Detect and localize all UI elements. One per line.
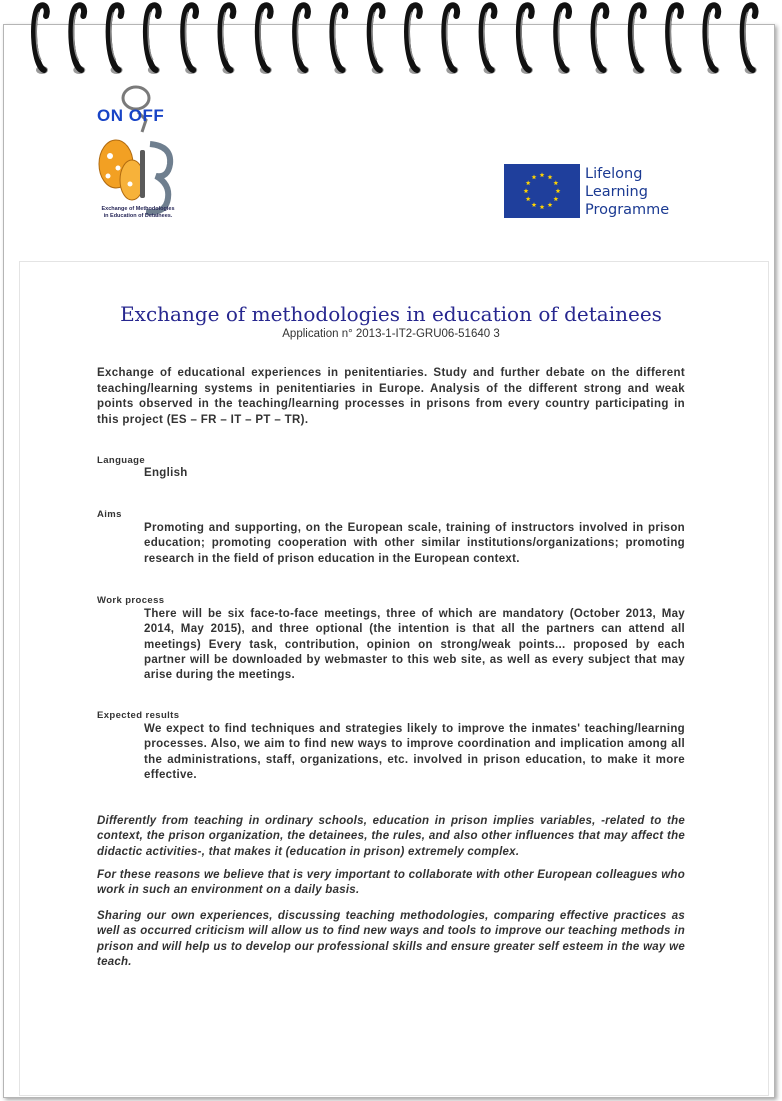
aims-label: Aims bbox=[97, 509, 122, 520]
binding-ring bbox=[146, 5, 160, 74]
binding-ring bbox=[594, 5, 608, 74]
page-title: Exchange of methodologies in education of detainees bbox=[120, 302, 662, 326]
binding-ring bbox=[519, 5, 533, 74]
language-label: Language bbox=[97, 455, 146, 466]
onoff-butterfly-logo bbox=[94, 84, 190, 224]
closing-paragraph-3: Sharing our own experiences, discussing teaching methodologies, comparing effective practices as well as occurred criticism will allow us to find new ways and tools to improve our teaching methods in prison and will help us to develop our professional skills and ensure greater self esteem in the way we teach. bbox=[97, 910, 685, 969]
closing-paragraph-1: Differently from teaching in ordinary schools, education in prison implies variables, -related to the context, the prison organization, the detainees, the rules, and also other influences that may affect the didactic activities-, that makes it (education in prison) extremely complex. bbox=[97, 815, 685, 858]
binding-ring bbox=[482, 5, 496, 74]
work-process-body: There will be six face-to-face meetings, three of which are mandatory (October 2013, May 2014, May 2015), and three optional (the intention is that all the partners can attend all meetings) Every task, contribution, opinion on strong/weak points... proposed by each partner will be downloaded by webmaster to this web site, as well as every subject that may arise during the meetings. bbox=[144, 608, 685, 682]
binding-ring bbox=[370, 5, 384, 74]
binding-ring bbox=[668, 5, 682, 74]
intro-paragraph: Exchange of educational experiences in penitentiaries. Study and further debate on the different teaching/learning systems in penitentiaries in Europe. Analysis of the different strong and weak points observed in the teaching/learning processes in prisons from every country participating in this project (ES – FR – IT – PT – TR). bbox=[97, 367, 685, 426]
aims-body: Promoting and supporting, on the European scale, training of instructors involved in prison education; promoting cooperation with other similar institutions/organizations; promoting research in the field of prison education in the European context. bbox=[144, 522, 685, 565]
spiral-binding bbox=[0, 0, 782, 80]
logo-caption: in Education of Detainees. bbox=[103, 213, 173, 219]
binding-ring bbox=[109, 5, 123, 74]
binding-ring bbox=[34, 5, 48, 74]
expected-results-body: We expect to find techniques and strategies likely to improve the inmates' teaching/learning processes. Also, we aim to find new ways to improve coordination and implication among all the administrations, staff, organizations, etc. involved in prison education, to make it more effective. bbox=[144, 723, 685, 781]
application-number: Application n° 2013-1-IT2-GRU06-51640 3 bbox=[282, 328, 500, 340]
work-process-label: Work process bbox=[97, 595, 165, 606]
binding-ring bbox=[444, 5, 458, 74]
binding-ring bbox=[631, 5, 645, 74]
binding-ring bbox=[295, 5, 309, 74]
llp-line: Learning bbox=[585, 184, 648, 200]
llp-line: Programme bbox=[585, 202, 670, 218]
binding-ring bbox=[556, 5, 570, 74]
binding-ring bbox=[258, 5, 272, 74]
binding-ring bbox=[332, 5, 346, 74]
binding-ring bbox=[183, 5, 197, 74]
binding-ring bbox=[71, 5, 85, 74]
expected-results-label: Expected results bbox=[97, 710, 180, 721]
language-value: English bbox=[144, 467, 188, 479]
closing-paragraph-2: For these reasons we believe that is very important to collaborate with other European colleagues who work in such an environment on a daily basis. bbox=[97, 869, 685, 897]
lifelong-learning-programme-text bbox=[585, 165, 669, 219]
llp-line: Lifelong bbox=[585, 166, 643, 182]
onoff-brand-text: ON OFF bbox=[97, 106, 165, 125]
binding-ring bbox=[705, 5, 719, 74]
binding-ring bbox=[407, 5, 421, 74]
binding-ring bbox=[743, 5, 757, 74]
logo-caption: Exchange of Methodologies bbox=[101, 206, 175, 212]
binding-ring bbox=[221, 5, 235, 74]
